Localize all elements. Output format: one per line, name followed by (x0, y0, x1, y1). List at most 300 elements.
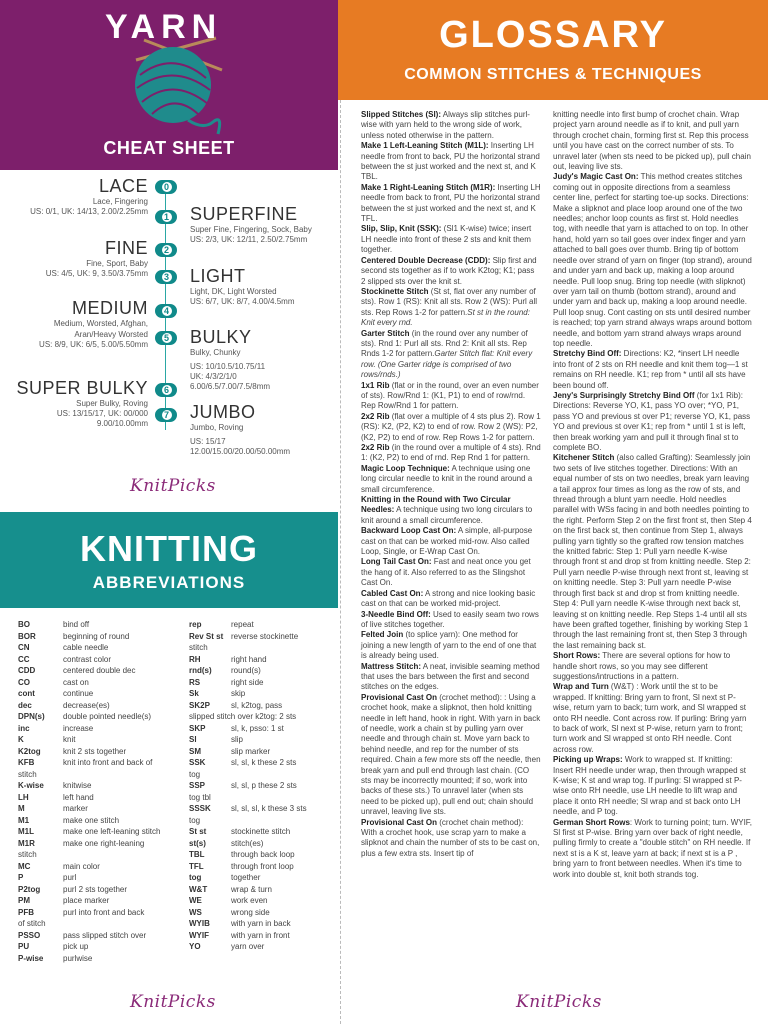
glossary-term: German Short Rows (553, 817, 630, 827)
glossary-term: Felted Join (361, 630, 404, 640)
abbreviation-code: tog (189, 873, 202, 882)
abbreviation-code: DPN(s) (18, 712, 45, 721)
weight-gauge: US: 10/10.5/10.75/11 (190, 362, 266, 371)
abbreviation-meaning: increase (63, 723, 94, 733)
abbreviation-row (18, 711, 186, 723)
weight-gauge: US: 13/15/17, UK: 00/000 (56, 409, 148, 418)
abbreviation-row (189, 665, 337, 677)
abbreviation-row (189, 757, 337, 769)
abbreviation-row (18, 723, 186, 735)
abbreviation-code: st(s) (189, 838, 206, 848)
abbreviation-meaning: pass slipped stitch over (63, 930, 147, 940)
abbreviation-code: K (18, 735, 24, 744)
abbreviation-code: WS (189, 907, 202, 917)
weight-badge-4: 4 (155, 304, 177, 318)
abbreviation-continuation: tog (189, 769, 201, 779)
abbreviation-continuation: of stitch (18, 919, 46, 928)
abbreviation-row (189, 918, 337, 930)
abbreviation-code: P (18, 873, 24, 882)
abbreviation-row (189, 907, 337, 919)
glossary-term: Wrap and Turn (553, 682, 609, 692)
abbreviation-code: PFB (18, 907, 34, 917)
abbreviation-meaning: right hand (231, 654, 267, 664)
abbreviation-meaning: work even (231, 896, 268, 905)
abbreviation-meaning: right side (231, 677, 264, 687)
abbreviation-code: P2tog (18, 884, 41, 894)
abbreviation-row (18, 642, 186, 654)
glossary-definition: (W&T) : Work until the st to be wrapped. If knitting: Bring yarn to front, Sl next st P-wise, return yarn to back; turn work, and Sl wrapped st onto RH needle. Cont across row. If purling: Bring yarn to back of work, Sl next st P-wise, return yarn to front; turn work and Sl wrapped st onto RH needle. Cont across row. (553, 682, 747, 754)
abbreviation-code: BOR (18, 631, 36, 641)
abbreviation-meaning: place marker (63, 896, 110, 905)
abbreviation-meaning: repeat (231, 620, 254, 629)
glossary-column-1 (361, 110, 541, 859)
abbreviation-row (189, 884, 337, 896)
glossary-entry (553, 349, 753, 391)
glossary-term: Stockinette Stitch (361, 286, 429, 296)
weight-gauge: US: 8/9, UK: 6/5, 5.00/5.50mm (39, 340, 148, 349)
abbreviation-row (18, 872, 186, 884)
abbreviation-code: W&T (189, 884, 208, 894)
abbreviation-meaning: make one stitch (63, 815, 120, 825)
weight-light (190, 266, 295, 307)
glossary-definition: This method creates stitches coming out in opposite directions from a seamless center line, perfect for starting toe-up socks. Directions: Make a slipknot and place loop around one of the two needles; anchor loop counts as first st. Hold needles tog, with needle that yarn is attached to on top. In other hand, hold yarn so tail goes over index finger and yarn attached to ball goes over thumb. Bring tip of bottom needle over strand of yarn on finger (top strand), around and under yarn and back up, making a loop around needle. Pull loop snug. Bring top needle (with slipknot) over yarn tail on thumb (bottom strand), around and under yarn and back up, making a loop around needle. Pull loop snug. Cont casting on sts until desired number is reached; top yarn strand always wraps around bottom needle, and bottom yarn strand always wraps around top needle. (553, 172, 752, 348)
weight-gauge: US: 15/17 (190, 437, 226, 446)
abbreviation-row (189, 642, 337, 654)
glossary-term: Slip, Slip, Knit (SSK): (361, 224, 442, 234)
abbreviation-code: Sk (189, 689, 199, 698)
knitpicks-logo: KnitPicks (130, 476, 216, 496)
abbreviation-row (18, 757, 186, 769)
glossary-entry (361, 464, 541, 495)
abbreviation-meaning: make one left-leaning stitch (63, 827, 161, 836)
abbreviation-row (18, 700, 186, 712)
abbreviation-code: LH (18, 792, 29, 802)
abbreviation-code: PU (18, 942, 30, 951)
cheat-sheet-title: CHEAT SHEET (103, 138, 235, 158)
abbreviation-row (18, 734, 186, 746)
abbreviation-row (189, 838, 337, 850)
abbreviation-meaning: purl into front and back (63, 907, 145, 917)
abbreviation-meaning: cable needle (63, 643, 109, 652)
glossary-entry (361, 526, 541, 557)
weight-gauge: US: 4/5, UK: 9, 3.50/3.75mm (45, 269, 148, 278)
abbreviation-continuation: slipped stitch over k2tog: 2 sts (189, 712, 297, 721)
weight-desc: Fine, Sport, Baby (86, 259, 148, 268)
abbreviation-meaning: cast on (63, 677, 89, 687)
abbreviation-code: SM (189, 746, 201, 756)
abbreviation-meaning: double pointed needle(s) (63, 712, 152, 721)
weight-badge-6: 6 (155, 383, 177, 397)
abbreviation-row (189, 826, 337, 838)
glossary-definition: A neat, invisible seaming method that uses the bars between the first and second stitches on the edges. (361, 661, 540, 692)
glossary-term: Short Rows: (553, 651, 601, 661)
abbreviation-code: MC (18, 861, 31, 871)
abbreviation-continuation: stitch (18, 769, 37, 779)
glossary-definition: A strong and nice looking basic cast on that can be worked mid-project. (361, 588, 536, 609)
weight-badge-7: 7 (155, 408, 177, 422)
glossary-entry (361, 443, 541, 464)
glossary-definition: Fast and neat once you get the hang of it. Also referred to as the Slingshot Cast On. (361, 557, 531, 588)
abbreviation-meaning: round(s) (231, 666, 261, 675)
glossary-term: Kitchener Stitch (553, 453, 615, 463)
abbreviation-row (18, 849, 186, 861)
abbreviation-code: TFL (189, 861, 204, 871)
abbreviation-row (18, 941, 186, 953)
weight-desc: Light, DK, Light Worsted (190, 287, 277, 296)
glossary-entry (553, 110, 753, 172)
abbreviation-row (18, 619, 186, 631)
abbreviation-meaning: stockinette stitch (231, 827, 291, 836)
abbreviation-code: SKP (189, 723, 206, 733)
glossary-term: Centered Double Decrease (CDD): (361, 255, 491, 265)
abbreviation-code: M1 (18, 815, 30, 825)
abbreviation-row (189, 769, 337, 781)
weight-name: JUMBO (190, 402, 256, 422)
abbreviation-row (18, 930, 186, 942)
abbreviation-meaning: knit into front and back of (63, 758, 153, 767)
glossary-definition: (crochet chain method): With a crochet hook, use scrap yarn to make a slipknot and chain the number of sts to be cast on, plus a few extra sts. Insert tip of (361, 817, 540, 858)
abbreviation-row (189, 746, 337, 758)
abbreviation-code: SK2P (189, 700, 210, 710)
abbreviation-row (189, 654, 337, 666)
glossary-definition: Slip first and second sts together as if to work K2tog; K1; pass 2 slipped sts over the knit st. (361, 255, 537, 286)
yarn-title: YARN (105, 8, 223, 46)
abbreviation-meaning: make one right-leaning (63, 838, 145, 848)
glossary-term: Picking up Wraps: (553, 755, 623, 765)
glossary-entry (361, 329, 541, 381)
abbreviation-continuation: tog (189, 815, 201, 825)
abbreviation-row (189, 780, 337, 792)
glossary-entry (361, 589, 541, 610)
glossary-entry (553, 453, 753, 651)
abbreviation-code: M1R (18, 838, 35, 848)
abbreviation-meaning: skip (231, 689, 246, 698)
abbreviation-row (18, 792, 186, 804)
abbreviation-code: SSSK (189, 804, 211, 813)
abbreviation-row (189, 803, 337, 815)
abbreviation-row (18, 907, 186, 919)
abbreviation-meaning: bind off (63, 620, 90, 629)
glossary-term: 2x2 Rib (361, 443, 390, 452)
glossary-term: 2x2 Rib (361, 411, 390, 421)
abbreviation-row (18, 838, 186, 850)
abbreviation-code: RS (189, 677, 201, 687)
glossary-note: St st in the round: Knit every rnd. (361, 307, 530, 328)
abbreviation-row (189, 688, 337, 700)
abbreviation-row (189, 723, 337, 735)
abbreviation-meaning: knit 2 sts together (63, 746, 127, 756)
weight-badge-2: 2 (155, 243, 177, 257)
abbreviation-row (189, 872, 337, 884)
weight-desc: Medium, Worsted, Afghan, (53, 319, 148, 328)
abbreviation-row (18, 826, 186, 838)
abbreviation-code: KFB (18, 758, 35, 767)
glossary-term: Slipped Stitches (Sl): (361, 110, 442, 119)
glossary-column-2 (553, 110, 753, 880)
abbreviation-meaning: purlwise (63, 953, 93, 963)
abbreviation-row (189, 700, 337, 712)
abbreviations-title: ABBREVIATIONS (92, 573, 246, 592)
abbreviation-row (189, 734, 337, 746)
abbreviation-row (18, 803, 186, 815)
weight-name: LIGHT (190, 266, 246, 286)
abbreviation-code: Sl (189, 735, 197, 744)
abbreviation-row (18, 688, 186, 700)
glossary-term: Make 1 Left-Leaning Stitch (M1L): (361, 141, 489, 151)
glossary-term: 3-Needle Bind Off: (361, 609, 431, 619)
abbreviation-row (189, 631, 337, 643)
glossary-term: Garter Stitch (361, 328, 410, 338)
glossary-entry (361, 412, 541, 443)
abbreviation-meaning: slip (231, 735, 244, 744)
glossary-term: Stretchy Bind Off: (553, 349, 622, 359)
glossary-definition: (St st, flat over any number of sts). Row 1 (RS): Knit all sts. Row 2 (WS): Purl all sts. Rep Rows 1-2 for pattern. (361, 286, 538, 317)
weight-gauge-2: 12.00/15.00/20.00/50.00mm (190, 447, 291, 456)
abbreviation-row (18, 815, 186, 827)
glossary-entry (361, 141, 541, 183)
glossary-definition: (also called Grafting): Seamlessly join two sets of live stitches together. Directions: With an equal number of sts on two needles, break yarn leaving a tail approx four times as long as the row of sts, and thread through a blunt yarn needle. Hold needles parallel with WSs facing in and both needles pointing to the right. Perform Step 2 on the first front st, then Step 4 on the first back st, then continue from Step 1, always pulling yarn tightly so the grafted row tension matches the knitted fabric: Step 1: Pull yarn needle K-wise through front st and drop st from knitting needle. Step 2: Pull yarn needle P-wise through next front st, leaving st on knitting needle. Step 3: Pull yarn needle P-wise through first back st and drop st from knitting needle. Step 4: Pull yarn needle K-wise through next back st, leaving st on knitting needle. Rep Steps 1-4 until all sts have been grafted together, finishing by working Step 1 through the last remaining front st, then Step 3 through the last remaining back st. (553, 453, 752, 650)
weight-desc: Jumbo, Roving (190, 423, 244, 432)
abbreviation-meaning: contrast color (63, 654, 112, 664)
abbreviation-code: rnd(s) (189, 666, 212, 675)
abbreviation-row (189, 815, 337, 827)
weight-bulky (190, 327, 270, 392)
abbreviation-code: rep (189, 620, 202, 629)
abbreviation-code: St st (189, 827, 207, 836)
glossary-definition: : Work to turning point; turn. WYIF, Sl first st P-wise. Bring yarn over back of right needle, pulling firmly to create a "double stitch" on RH needle. If next st is a K st, leave yarn at back; if next st is a P , bring yarn to front between needles. When it's time to work into double st, knit both strands tog. (553, 817, 753, 879)
glossary-entry (361, 224, 541, 255)
abbreviation-code: P-wise (18, 953, 44, 963)
abbreviation-code: WYIF (189, 930, 209, 940)
weight-gauge-3: 6.00/6.5/7.00/7.5/8mm (190, 382, 271, 391)
weight-super-bulky (16, 378, 148, 429)
weight-gauge: US: 2/3, UK: 12/11, 2.50/2.75mm (190, 235, 308, 244)
abbreviation-row (18, 769, 186, 781)
abbreviation-row (189, 849, 337, 861)
column-divider (340, 100, 341, 1024)
glossary-entry (361, 610, 541, 631)
yarn-weights (0, 170, 338, 510)
abbreviation-code: SSK (189, 758, 206, 767)
abbreviation-meaning: continue (63, 689, 94, 698)
glossary-definition: (in the round over any number of sts). Rnd 1: Purl all sts. Rnd 2: Knit all sts. Rep Rnds 1-2 for pattern. (361, 328, 528, 359)
glossary-title: GLOSSARY (439, 14, 667, 56)
glossary-definition: knitting needle into first bump of crochet chain. Wrap project yarn around needle as if to knit, and pull yarn through crochet chain, forming first st. Rep this process until you have cast on the correct number of sts. To unravel later (when sts need to be picked up), pull chain out, leaving live sts. (553, 110, 751, 172)
weight-desc: Lace, Fingering (92, 197, 148, 206)
abbreviation-code: RH (189, 654, 201, 664)
glossary-definition: (to splice yarn): One method for joining a new length of yarn to the end of one that is already being used. (361, 630, 537, 661)
abbreviation-row (18, 861, 186, 873)
abbreviation-meaning: stitch(es) (231, 838, 264, 848)
abbreviation-code: SSP (189, 781, 206, 790)
abbreviation-meaning: through front loop (231, 861, 294, 871)
glossary-term: Make 1 Right-Leaning Stitch (M1R): (361, 182, 496, 192)
abbreviation-code: CO (18, 677, 30, 687)
abbreviation-row (18, 884, 186, 896)
weight-name: MEDIUM (72, 298, 148, 318)
abbreviation-row (18, 918, 186, 930)
weight-badge-0: 0 (155, 180, 177, 194)
glossary-definition: A technique using two long circulars to knit around a small circumference. (361, 505, 533, 525)
abbreviation-meaning: decrease(es) (63, 700, 110, 710)
abbreviation-row (189, 895, 337, 907)
glossary-entry (553, 818, 753, 880)
glossary-definition: (crochet method): : Using a crochet hook, make a slipknot, then hold knitting needle in left hand, hook in right. With yarn in back of needle, work a chain st by pulling yarn over needle and through chain st. Move yarn back to behind needle, and rep for the number of sts required. Chain a few more sts off the needle, then break yarn and pull end through last chain. (CO sts may be incorrectly mounted; if so, work into backs of these sts.) To unravel later (when sts need to be picked up), pull end out; chain should unravel, leaving live sts. (361, 692, 541, 817)
abbreviations-right-column (189, 619, 337, 953)
glossary-definition: Directions: K2, *insert LH needle into front of 2 sts on RH needle and knit them tog—1 st remains on RH needle. K1; rep from * until all sts have been bound off. (553, 349, 748, 390)
abbreviations-left-column (18, 619, 186, 964)
glossary-definition: Inserting LH needle from front to back, PU the horizontal strand between the st just worked and the next st, and K TBL. (361, 141, 540, 182)
abbreviation-meaning: left hand (63, 792, 94, 802)
abbreviation-continuation: stitch (18, 850, 37, 859)
glossary-entry (361, 630, 541, 661)
abbreviation-row (18, 631, 186, 643)
abbreviation-meaning: centered double dec (63, 666, 136, 675)
glossary-entry (361, 495, 541, 526)
weight-gauge-2: UK: 4/3/2/1/0 (190, 372, 237, 381)
glossary-entry (553, 391, 753, 453)
glossary-term: Judy's Magic Cast On: (553, 172, 639, 182)
abbreviation-row (189, 930, 337, 942)
abbreviation-code: K2tog (18, 746, 41, 756)
glossary-term: Knitting in the Round with Two Circular Needles: (361, 495, 511, 515)
glossary-term: Mattress Stitch: (361, 661, 422, 671)
abbreviation-meaning: purl (63, 873, 77, 882)
weight-name: FINE (104, 238, 148, 258)
abbreviation-row (189, 941, 337, 953)
abbreviation-code: TBL (189, 850, 205, 859)
abbreviation-meaning: with yarn in front (231, 930, 290, 940)
abbreviation-row (18, 746, 186, 758)
weight-badge-3: 3 (155, 270, 177, 284)
weight-badge-1: 1 (155, 210, 177, 224)
abbreviation-code: K-wise (18, 781, 44, 790)
abbreviation-code: PM (18, 896, 30, 905)
abbreviation-continuation: tog tbl (189, 792, 211, 802)
abbreviation-meaning: wrong side (231, 907, 270, 917)
weight-desc-2: Aran/Heavy Worsted (74, 330, 148, 339)
glossary-term: Cabled Cast On: (361, 588, 424, 598)
abbreviation-meaning: sl, k2tog, pass (231, 700, 283, 710)
weight-desc: Super Bulky, Roving (76, 399, 148, 408)
abbreviation-meaning: sl, sl, sl, k these 3 sts (231, 804, 307, 813)
abbreviation-meaning: sl, sl, p these 2 sts (231, 781, 297, 790)
abbreviation-code: PSSO (18, 930, 41, 940)
glossary-term: 1x1 Rib (361, 380, 390, 390)
glossary-definition: (flat or in the round, over an even number of sts). Row/Rnd 1: (K1, P1) to end of row/rnd. Rep Row/Rnd 1 for pattern. (361, 380, 539, 411)
abbreviation-meaning: beginning of round (63, 631, 130, 641)
abbreviation-row (18, 895, 186, 907)
glossary-term: Jeny's Surprisingly Stretchy Bind Off (553, 390, 695, 400)
abbreviation-meaning: through back loop (231, 850, 295, 859)
abbreviation-meaning: sl, k, psso: 1 st (231, 723, 284, 733)
glossary-entry (361, 183, 541, 225)
glossary-definition: (flat over a multiple of 4 sts plus 2). Row 1 (RS): K2, (P2, K2) to end of row. Row 2 (WS): P2, (K2, P2) to end of row. Rep Rows 1-2 for pattern. (361, 411, 541, 442)
weight-name: SUPER BULKY (16, 378, 148, 398)
glossary-entry (361, 381, 541, 412)
glossary-definition: Inserting LH needle from back to front, PU the horizontal strand between the st just worked and the next st, and K TFL. (361, 182, 541, 224)
abbreviation-meaning: purl 2 sts together (63, 884, 128, 894)
glossary-entry (361, 256, 541, 287)
weight-badge-5: 5 (155, 331, 177, 345)
abbreviation-code: M (18, 804, 25, 813)
glossary-subtitle: COMMON STITCHES & TECHNIQUES (404, 66, 702, 83)
abbreviation-row (189, 677, 337, 689)
abbreviation-row (189, 711, 337, 723)
glossary-definition: Used to easily seam two rows of live stitches together. (361, 609, 539, 629)
abbreviation-row (18, 654, 186, 666)
glossary-definition: Work to wrapped st. If knitting: Insert RH needle under wrap, then through wrapped st K-wise; K st and wrap tog. If purling: Sl wrapped st P-wise onto RH needle, use LH needle to lift wrap and place it onto RH needle; Sl wrap and st back onto LH needle, and P tog. (553, 755, 747, 817)
abbreviation-meaning: yarn over (231, 942, 265, 951)
weight-gauge-2: 9.00/10.00mm (96, 419, 148, 428)
abbreviation-code: CDD (18, 666, 36, 675)
glossary-note: Garter Stitch flat: Knit every row. (One Garter ridge is comprised of two rows/rnds.) (361, 349, 533, 380)
glossary-definition: There are several options for how to handle short rows, so you may see different suggestions/intructions in a pattern. (553, 651, 731, 681)
weight-lace (30, 176, 148, 217)
abbreviation-meaning: sl, sl, k these 2 sts (231, 758, 297, 767)
glossary-definition: (Sl1 K-wise) twice; insert LH needle into front of these 2 sts and knit them together. (361, 224, 532, 255)
abbreviation-meaning: marker (63, 804, 88, 813)
glossary-definition: A technique using one long circular needle to knit in the round around a small circumference. (361, 463, 533, 494)
abbreviation-meaning: together (231, 873, 261, 882)
abbreviation-row (18, 677, 186, 689)
glossary-definition: Always slip stitches purl-wise with yarn held to the wrong side of work, unless noted otherwise in the pattern. (361, 110, 530, 140)
abbreviation-row (18, 780, 186, 792)
glossary-term: Provisional Cast On (361, 692, 438, 702)
weight-medium (39, 298, 148, 350)
abbreviation-code: dec (18, 700, 32, 710)
glossary-definition: A simple, all-purpose cast on that can be worked mid-row. Also called Loop, Single, or E-Wrap Cast On. (361, 526, 533, 557)
glossary-entry (361, 110, 541, 141)
glossary-entry (553, 651, 753, 682)
abbreviation-meaning: knitwise (63, 781, 92, 790)
glossary-entry (361, 557, 541, 588)
abbreviation-code: YO (189, 942, 201, 951)
abbreviation-code: Rev St st (189, 631, 224, 641)
glossary-entry (553, 172, 753, 349)
abbreviation-meaning: with yarn in back (231, 919, 291, 928)
abbreviation-row (189, 619, 337, 631)
glossary-definition: (in the round over a multiple of 4 sts). Rnd 1: (K2, P2) to end of rnd. Rep Rnd 1 for pattern. (361, 443, 541, 463)
abbreviation-code: CN (18, 643, 30, 652)
abbreviation-row (189, 861, 337, 873)
glossary-entry (361, 693, 541, 818)
abbreviation-code: WYIB (189, 919, 210, 928)
abbreviation-row (18, 953, 186, 965)
weight-name: SUPERFINE (190, 204, 298, 224)
abbreviation-meaning: reverse stockinette (231, 631, 299, 641)
abbreviation-code: WE (189, 896, 202, 905)
weight-gauge: US: 6/7, UK: 8/7, 4.00/4.5mm (190, 297, 295, 306)
glossary-entry (553, 755, 753, 817)
glossary-entry (361, 662, 541, 693)
knitpicks-logo-bottom-right: KnitPicks (516, 992, 602, 1012)
abbreviation-row (18, 665, 186, 677)
abbreviation-meaning: knit (63, 735, 76, 744)
abbreviation-code: inc (18, 723, 30, 733)
weight-name: BULKY (190, 327, 252, 347)
glossary-entry (553, 682, 753, 755)
glossary-term: Long Tail Cast On: (361, 557, 432, 567)
abbreviation-meaning: pick up (63, 942, 89, 951)
abbreviation-meaning: main color (63, 861, 100, 871)
weight-name: LACE (98, 176, 148, 196)
abbreviation-code: CC (18, 654, 30, 664)
weight-jumbo (190, 402, 290, 457)
glossary-entry (361, 287, 541, 329)
glossary-term: Backward Loop Cast On: (361, 526, 457, 536)
glossary-term: Provisional Cast On (361, 817, 438, 827)
